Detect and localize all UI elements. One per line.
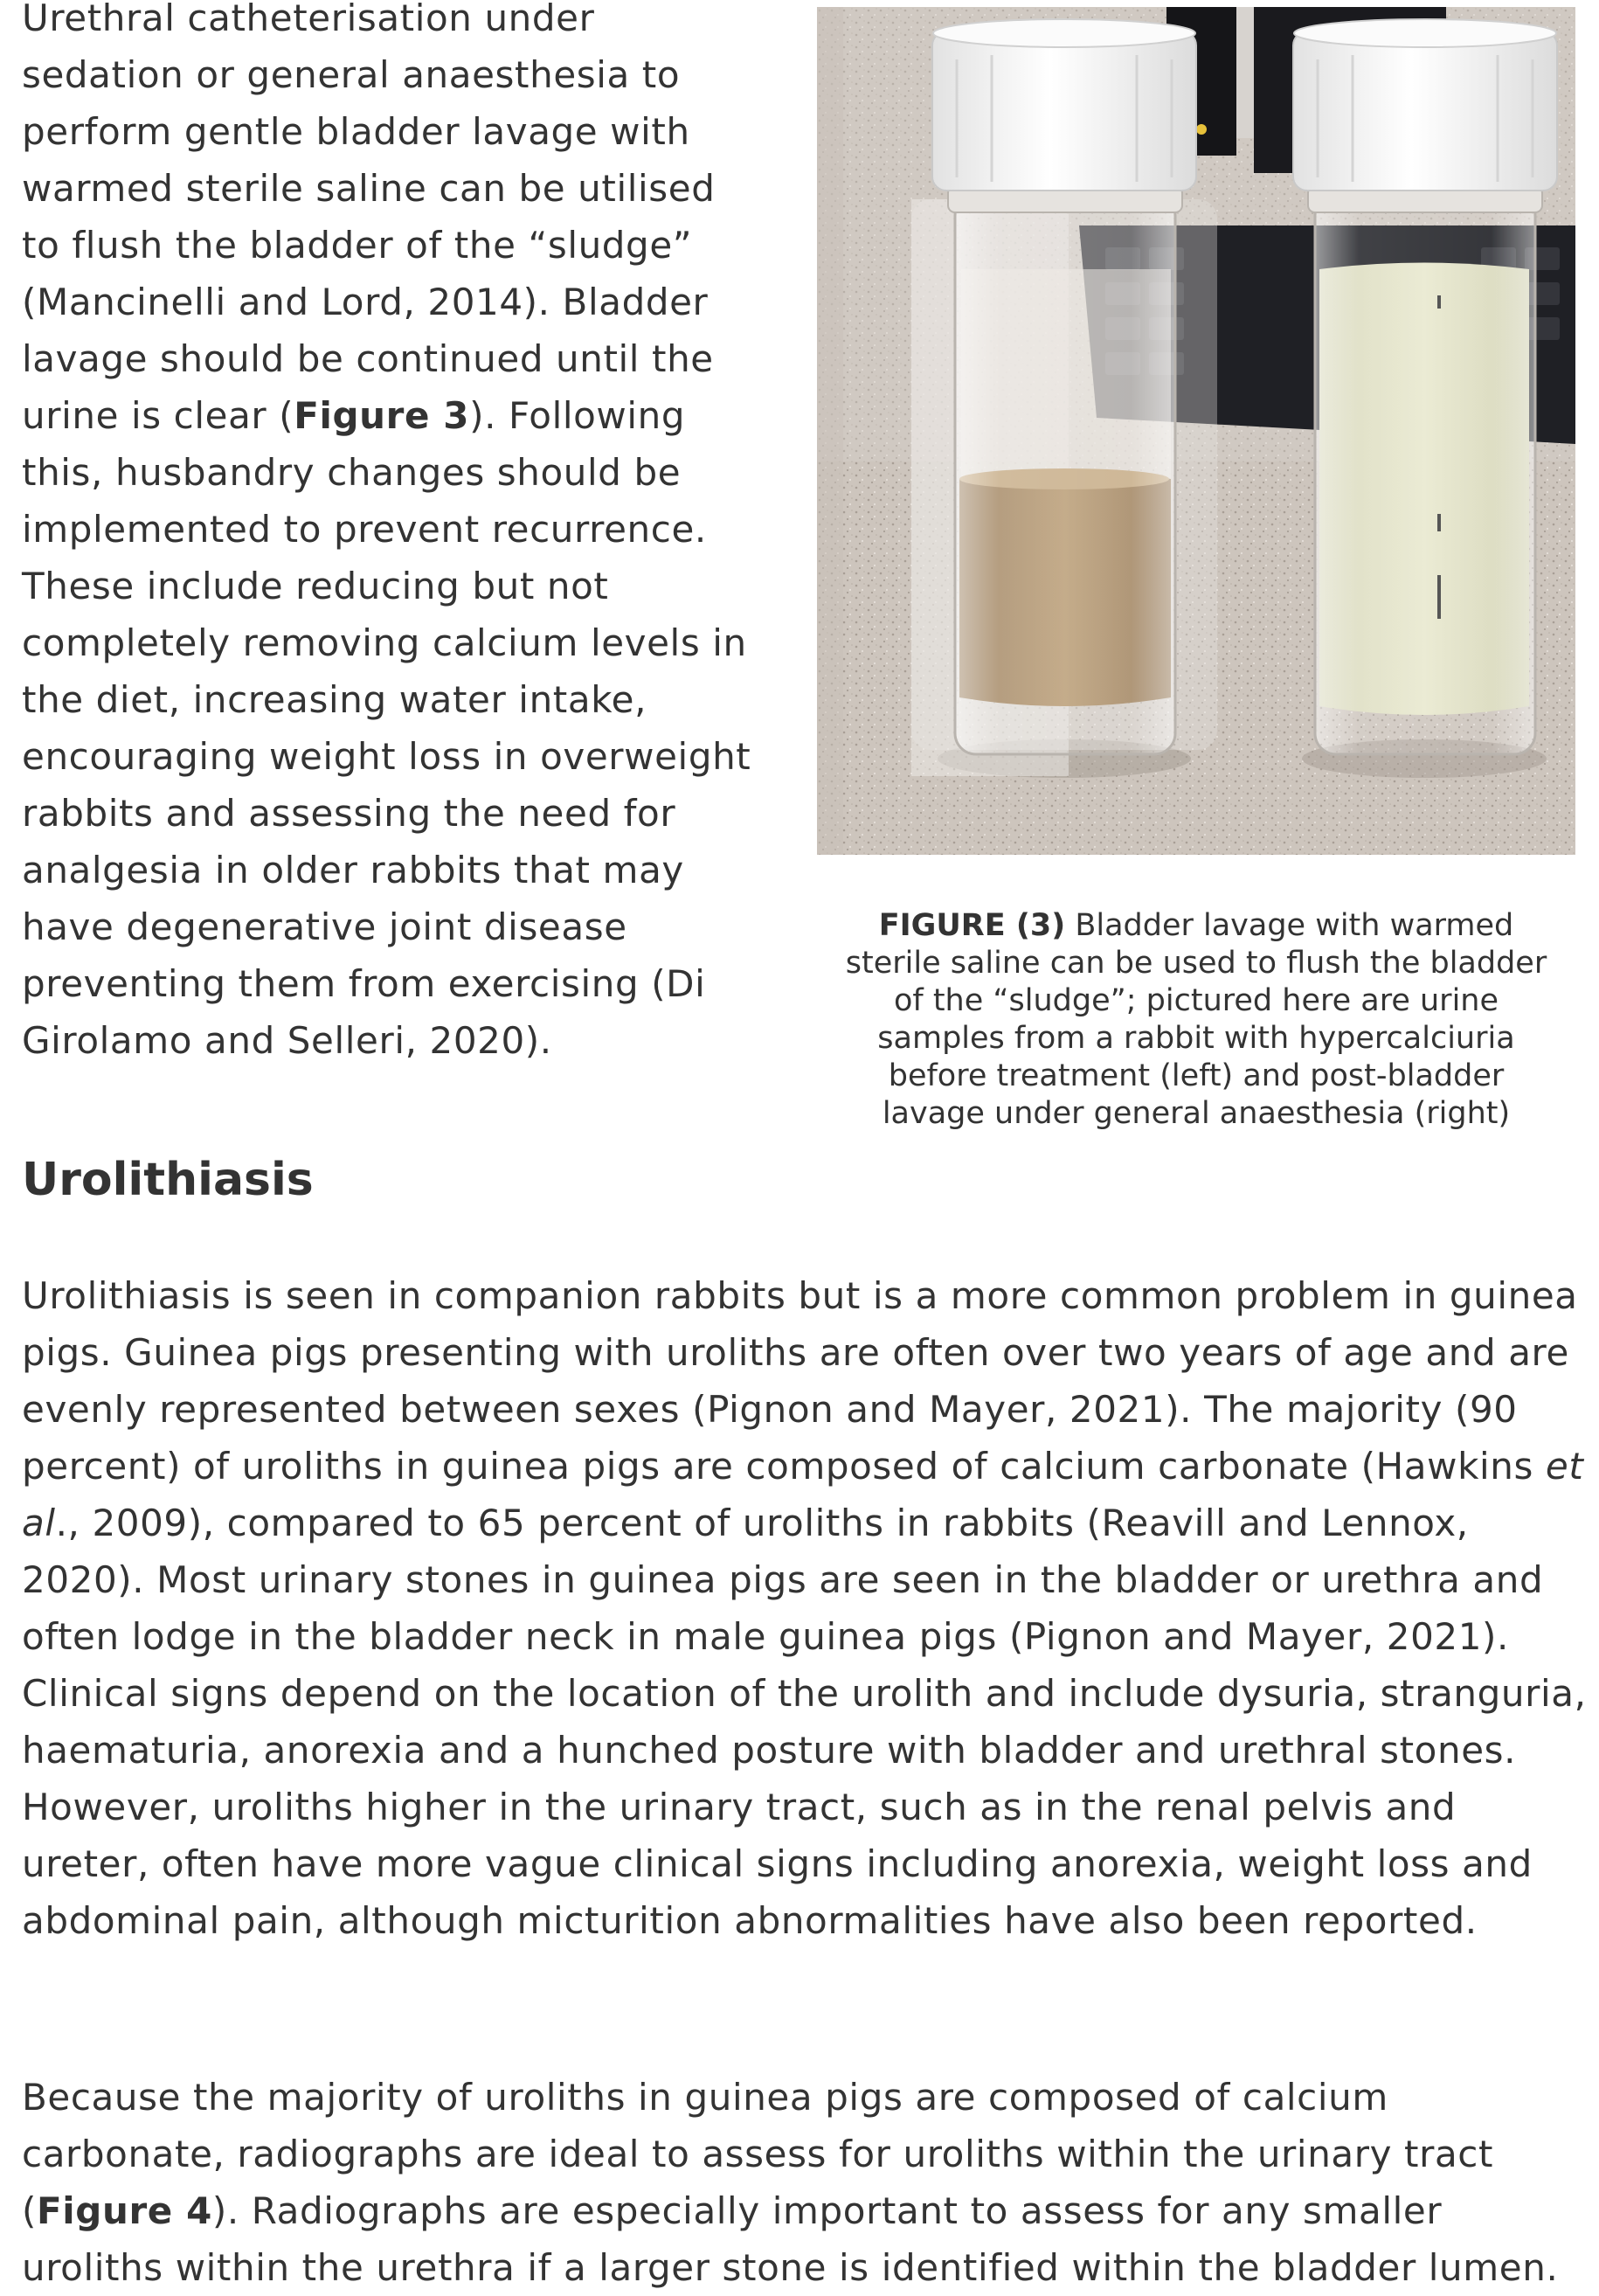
uro-p2-text-1: Because the majority of uroliths in guinea pigs are composed of calcium carbonate, radiographs are ideal to assess for uroliths within the urinary tract ( xyxy=(22,2076,1494,2232)
intro-text-2: ). Following this, husbandry changes should be implemented to prevent recurrence. These include reducing but not completely removing calcium levels in the diet, increasing water intake, encouraging weight loss in overweight rabbits and assessing the need for analgesia in older rabbits that may have degenerative joint disease preventing them from exercising (Di Girolamo and Selleri, 2020). xyxy=(22,394,751,1062)
figure-caption-label: FIGURE (3) xyxy=(878,908,1066,943)
uro-p1-italic: et al xyxy=(22,1445,1584,1544)
intro-text-1: Urethral catheterisation under sedation or general anaesthesia to perform gentle bladder lavage with warmed sterile saline can be utilised to flush the bladder of the “sludge” (Mancinelli and Lord, 2014). Bladder lavage should be continued until the urine is clear ( xyxy=(22,0,716,437)
figure-caption-text: Bladder lavage with warmed sterile saline can be used to flush the bladder of the “sludge”; pictured here are urine samples from a rabbit with hypercalciuria before treatment (left) and post-bladder lavage under general anaesthesia (right) xyxy=(845,908,1547,1131)
figure-3 xyxy=(817,7,1575,1133)
urolithiasis-paragraph-2 xyxy=(22,2069,1590,2296)
figure-3-reference: Figure 3 xyxy=(294,394,470,437)
urine-sample-tubes-photo xyxy=(817,7,1575,855)
uro-p1-text-1: Urolithiasis is seen in companion rabbits but is a more common problem in guinea pigs. Guinea pigs presenting with uroliths are often over two years of age and are evenly represented between sexes (Pignon and Mayer, 2021). The majority (90 percent) of uroliths in guinea pigs are composed of calcium carbonate (Hawkins xyxy=(22,1274,1578,1488)
urolithiasis-paragraph-1 xyxy=(22,1267,1590,1949)
section-heading: Urolithiasis xyxy=(22,1154,314,1206)
figure-caption xyxy=(817,907,1575,1133)
uro-p1-text-2: ., 2009), compared to 65 percent of uroliths in rabbits (Reavill and Lennox, 2020). Most urinary stones in guinea pigs are seen in the bladder or urethra and often lodge in the bladder neck in male guinea pigs (Pignon and Mayer, 2021). Clinical signs depend on the location of the urolith and include dysuria, stranguria, haematuria, anorexia and a hunched posture with bladder and urethral stones. However, uroliths higher in the urinary tract, such as in the renal pelvis and ureter, often have more vague clinical signs including anorexia, weight loss and abdominal pain, although micturition abnormalities have also been reported. xyxy=(22,1502,1587,1942)
intro-paragraph xyxy=(22,0,765,1069)
figure-4-reference: Figure 4 xyxy=(37,2189,212,2232)
uro-p2-text-2: ). Radiographs are especially important to assess for any smaller uroliths within the urethra if a larger stone is identified within the bladder lumen. xyxy=(22,2189,1559,2289)
